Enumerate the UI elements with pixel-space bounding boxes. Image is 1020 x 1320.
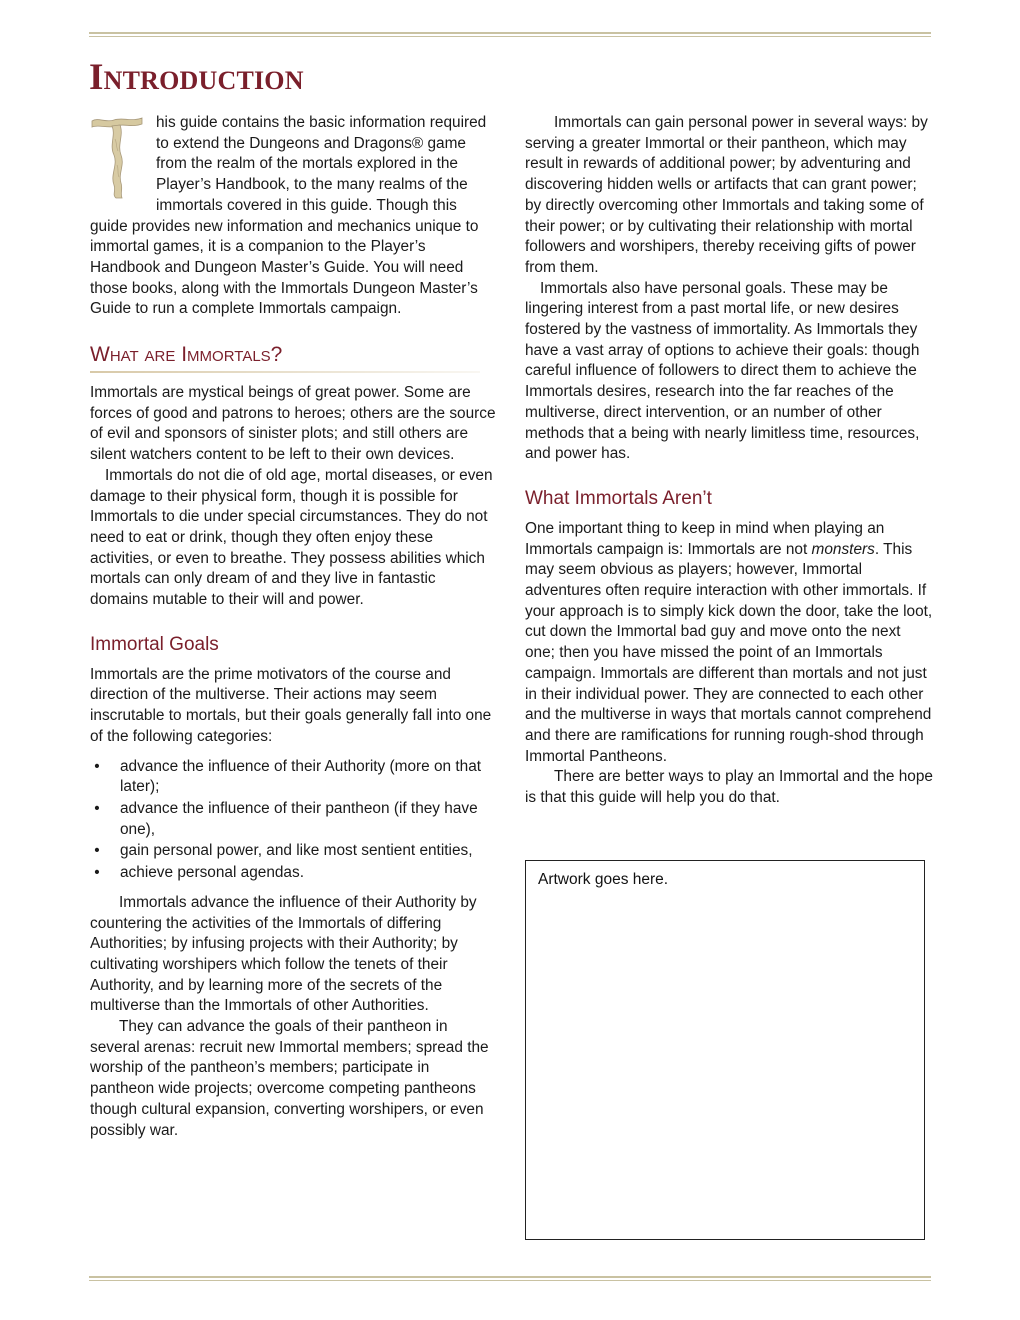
intro-text: his guide contains the basic information required to extend the Dungeons and Dragons® game from the realm of the mortals explored in the Player’s Handbook, to the many realms of the immortals covered in this guide. Though this guide provides new information and mechanics unique to immortal games, it is a companion to the Player’s Handbook and Dungeon Master’s Guide. You will need those books, along with the Immortals Dungeon Master’s Guide to run a complete Immortals campaign. [90,114,487,318]
bottom-rule [89,1276,931,1281]
arent-paragraph-2: There are better ways to play an Immortal and the hope is that this guide will help you do that. [525,768,933,807]
intro-paragraph [90,113,497,320]
artwork-caption: Artwork goes here. [538,871,669,888]
arent-paragraph-1: One important thing to keep in mind when playing an Immortals campaign is: Immortals are not monsters. This may seem obvious as players; however, Immortal adventures often require interaction with other immortals. If your approach is to simply kick down the door, take the loot, cut down the Immortal bad guy and move onto the next one; then you have missed the point of an Immortals campaign. Immortals are different than mortals and not just in their individual power. They are connected to each other and the multiverse in ways that mortals cannot comprehend and there are ramifications for running rough-shod through Immortal Pantheons. [525,519,933,765]
page-title: Introduction [89,57,304,98]
left-column [90,113,497,1141]
list-item: • advance the influence of their pantheon (if they have one), [90,799,497,840]
top-rule [89,32,931,37]
list-item: • gain personal power, and like most sentient entities, [90,841,497,862]
what-are-paragraph-1: Immortals are mystical beings of great power. Some are forces of good and patrons to heroes; others are the source of evil and sponsors of sinister plots; and still others are silent watchers content to be left to their own devices. [90,384,496,464]
section-heading-immortal-goals: Immortal Goals [90,633,219,655]
right-column [525,113,933,809]
bullet-icon: • [94,757,100,775]
list-item: • advance the influence of their Authority (more on that later); [90,757,497,798]
goals-personal-paragraph: Immortals also have personal goals. These may be lingering interest from a past mortal life, or new desires fostered by the vastness of immortality. As Immortals they have a vast array of options to achieve their goals: though careful influence of followers to direct them to achieve the Immortals desires, research into the far reaches of the multiverse, direct intervention, or an number of other methods that a being with nearly limitless time, resources, and power has. [525,279,920,463]
emphasis-monsters: monsters [811,540,875,558]
artwork-placeholder [525,860,925,1240]
heading-underline [90,371,480,373]
list-item: • achieve personal agendas. [90,863,497,884]
section-heading-what-immortals-arent: What Immortals Aren’t [525,487,712,509]
bullet-icon: • [94,864,100,882]
goals-intro-paragraph: Immortals are the prime motivators of the course and direction of the multiverse. Their actions may seem inscrutable to mortals, but their goals generally fall into one of the following categories: [90,665,492,745]
what-are-paragraph-2: Immortals do not die of old age, mortal diseases, or even damage to their physical form, though it is possible for Immortals to die under special circumstances. They do not need to eat or drink, though they often enjoy these activities, or even to breathe. They possess abilities which mortals can only dream of and they live in fantastic domains mutable to their will and power. [90,466,493,609]
bullet-icon: • [94,842,100,860]
section-heading-what-are-immortals: What are Immortals? [90,343,283,367]
goals-pantheon-paragraph: They can advance the goals of their pantheon in several arenas: recruit new Immortal members; spread the worship of the pantheon’s members; participate in pantheon wide projects; overcome competing pantheons though cultural expansion, converting worshipers, or even possibly war. [90,1018,489,1139]
goals-list [90,757,497,884]
goals-power-paragraph: Immortals can gain personal power in several ways: by serving a greater Immortal or their pantheon, which may result in rewards of additional power; by adventuring and discovering hidden wells or artifacts that can grant power; by directly overcoming other Immortals and taking some of their power; or by cultivating their relationship with mortal followers and worshipers, thereby receiving gifts of power from them. [525,114,928,276]
dropcap-t-icon [90,115,144,199]
bullet-icon: • [94,799,100,817]
goals-authority-paragraph: Immortals advance the influence of their Authority by countering the activities of the Immortals of differing Authorities; by infusing projects with their Authority; by cultivating worshipers which follow the tenets of their Authority, and by learning more of the secrets of the multiverse than the Immortals of other Authorities. [90,893,477,1015]
